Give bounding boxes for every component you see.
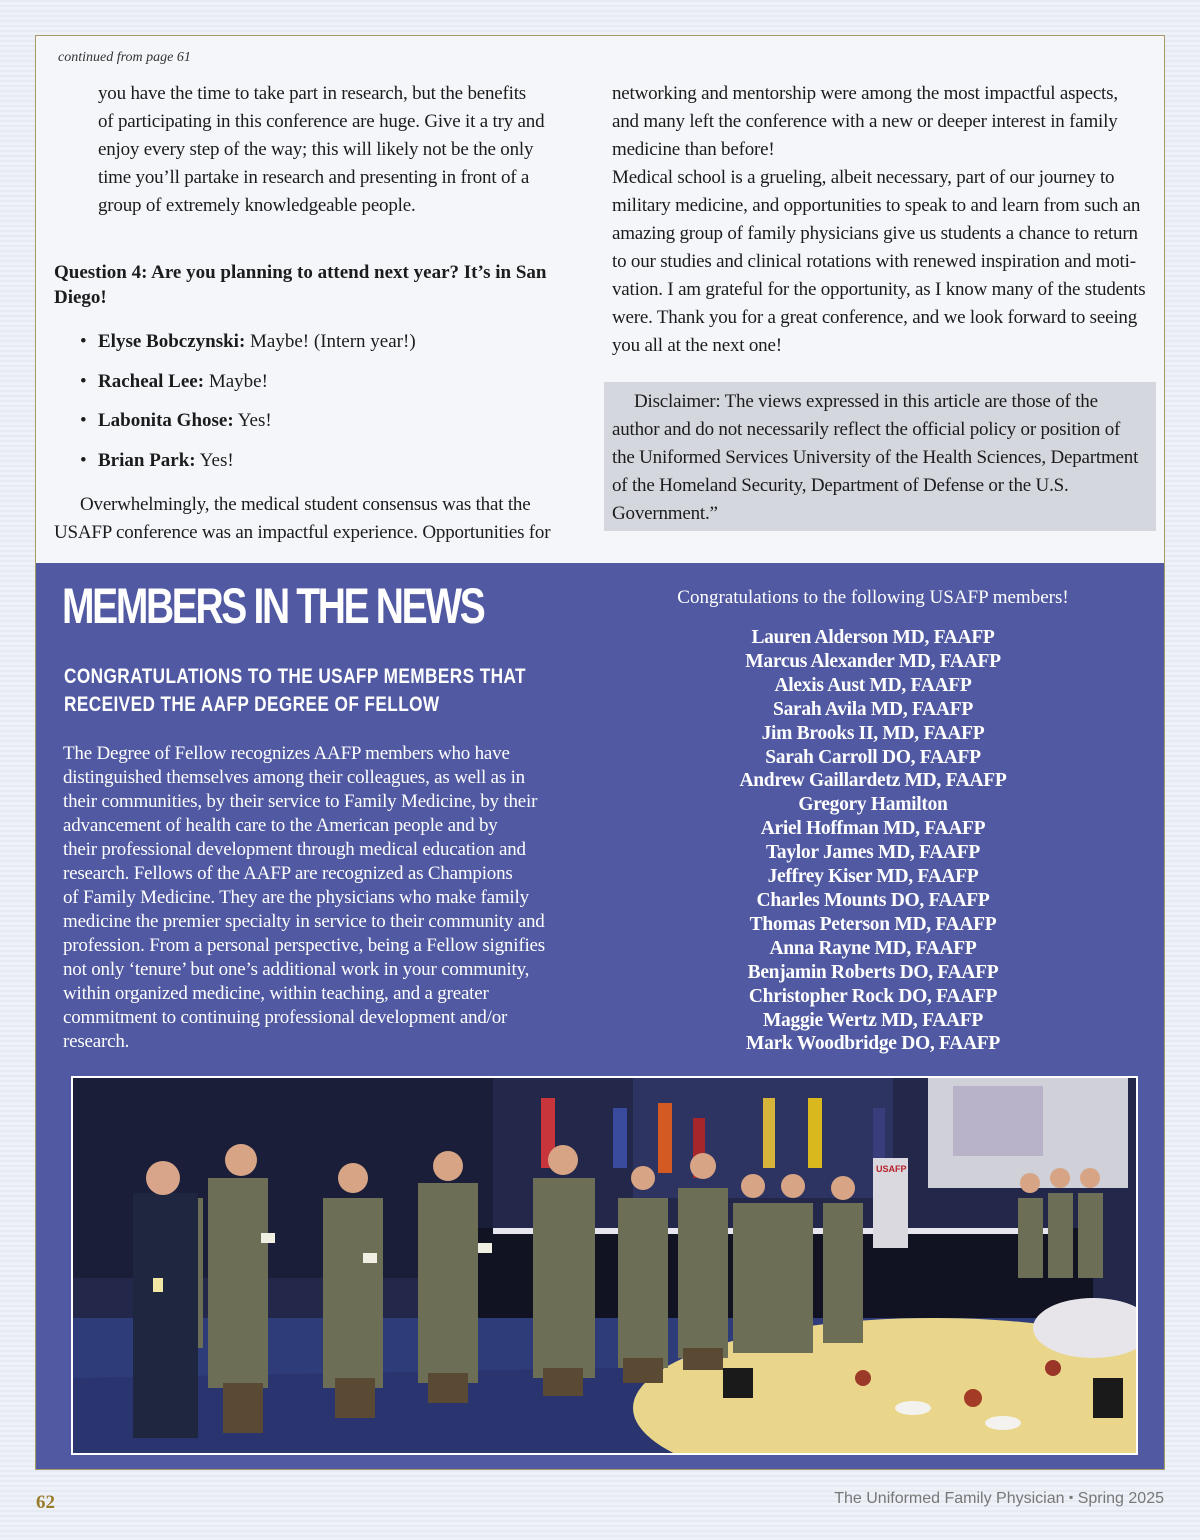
text-line: amazing group of family physicians give us students a chance to return — [612, 223, 1138, 244]
member-name: Andrew Gaillardetz MD, FAAFP — [739, 770, 1007, 792]
text-line: research. Fellows of the AAFP are recognized as Champions — [63, 863, 513, 884]
text-line: not only ‘tenure’ but one’s additional work in your community, — [63, 959, 530, 980]
list-item — [80, 449, 584, 473]
text-line: USAFP conference was an impactful experience. Opportunities for — [54, 521, 551, 543]
disclaimer-box — [604, 382, 1156, 531]
text-line: within organized medicine, within teaching, and a greater — [63, 983, 489, 1004]
text-line: of participating in this conference are huge. Give it a try and — [98, 111, 545, 132]
respondent-name: Racheal Lee: — [98, 370, 205, 392]
text-line: The Degree of Fellow recognizes AAFP members who have — [63, 743, 510, 764]
continued-note: continued from page 61 — [58, 50, 191, 65]
text-line: commitment to continuing professional development and/or — [63, 1007, 508, 1028]
member-name: Thomas Peterson MD, FAAFP — [749, 913, 997, 935]
ceremony-illustration — [73, 1078, 1136, 1453]
left-column — [54, 80, 584, 547]
congrats-heading: Congratulations to the following USAFP members! — [677, 587, 1069, 608]
member-name: Christopher Rock DO, FAAFP — [748, 985, 998, 1007]
footer-separator: ▪ — [1068, 1490, 1074, 1504]
member-name: Jim Brooks II, MD, FAAFP — [761, 722, 985, 744]
text-line: distinguished themselves among their colleagues, as well as in — [63, 767, 525, 788]
member-list — [618, 626, 1128, 1056]
publication-footer — [834, 1490, 1164, 1508]
text-line: Overwhelmingly, the medical student consensus was that the — [80, 493, 531, 515]
text-line: to our studies and clinical rotations with renewed inspiration and moti- — [612, 251, 1136, 272]
member-name: Lauren Alderson MD, FAAFP — [751, 627, 995, 648]
member-name: Benjamin Roberts DO, FAAFP — [747, 961, 999, 983]
text-line: military medicine, and opportunities to speak to and learn from such an — [612, 195, 1141, 216]
ceremony-photo — [71, 1076, 1138, 1455]
member-name: Gregory Hamilton — [798, 794, 948, 816]
publication-name: The Uniformed Family Physician — [834, 1490, 1065, 1507]
text-line: research. — [63, 1031, 130, 1052]
member-name: Jeffrey Kiser MD, FAAFP — [767, 866, 979, 888]
text-line: advancement of health care to the American people and by — [63, 815, 498, 836]
answer-list — [54, 330, 584, 473]
text-line: vation. I am grateful for the opportunity, as I know many of the students — [612, 279, 1146, 300]
member-name: Marcus Alexander MD, FAAFP — [745, 650, 1001, 672]
respondent-answer: Maybe! (Intern year!) — [245, 331, 416, 352]
text-line: networking and mentorship were among the most impactful aspects, — [612, 83, 1118, 104]
intro-paragraph — [54, 80, 584, 220]
text-line: group of extremely knowledgeable people. — [98, 195, 416, 216]
podium-sign: USAFP — [876, 1164, 907, 1174]
text-line: you have the time to take part in research, but the benefits — [98, 83, 527, 104]
disclaimer-text: Disclaimer: The views expressed in this article are those of the author and do not necessarily reflect the official policy or position of the Uniformed Services University of the Health Sciences, Department of the Homeland Security, Department of Defense or the U.S. Government.” — [612, 391, 1139, 524]
text-line: Medical school is a grueling, albeit necessary, part of our journey to — [612, 167, 1115, 188]
text-line: profession. From a personal perspective, being a Fellow signifies — [63, 935, 545, 956]
member-name: Mark Woodbridge DO, FAAFP — [746, 1033, 1000, 1055]
member-name: Taylor James MD, FAAFP — [765, 842, 980, 864]
text-line: their professional development through medical education and — [63, 839, 526, 860]
text-line: time you’ll partake in research and presenting in front of a — [98, 167, 530, 188]
respondent-answer: Yes! — [195, 449, 234, 471]
closing-paragraph — [54, 491, 584, 547]
respondent-name: Brian Park: — [98, 449, 196, 471]
text-line: medicine the premier specialty in service to their community and — [63, 911, 545, 932]
text-line: enjoy every step of the way; this will likely not be the only — [98, 139, 534, 160]
section-title: MEMBERS IN THE NEWS — [62, 578, 484, 634]
question-heading: Question 4: Are you planning to attend next year? It’s in San Diego! — [54, 262, 547, 308]
page-number: 62 — [36, 1492, 55, 1513]
member-name: Maggie Wertz MD, FAAFP — [762, 1009, 984, 1031]
issue-date: Spring 2025 — [1077, 1490, 1164, 1507]
member-name: Anna Rayne MD, FAAFP — [769, 937, 977, 959]
respondent-name: Elyse Bobczynski: — [98, 331, 246, 352]
list-item — [80, 330, 584, 354]
text-line: were. Thank you for a great conference, and we look forward to seeing — [612, 307, 1138, 328]
member-name: Charles Mounts DO, FAAFP — [756, 889, 990, 911]
member-name: Sarah Avila MD, FAAFP — [773, 698, 973, 720]
text-line: you all at the next one! — [612, 335, 782, 356]
text-line: and many left the conference with a new or deeper interest in family — [612, 111, 1118, 132]
section-subtitle: CONGRATULATIONS TO THE USAFP MEMBERS THAT RECEIVED THE AAFP DEGREE OF FELLOW — [64, 665, 526, 716]
member-name: Alexis Aust MD, FAAFP — [774, 674, 972, 696]
member-name: Sarah Carroll DO, FAAFP — [765, 746, 981, 768]
member-name: Ariel Hoffman MD, FAAFP — [760, 818, 986, 840]
respondent-answer: Yes! — [233, 410, 272, 431]
list-item — [80, 370, 584, 394]
fellow-description — [63, 742, 593, 1054]
respondent-answer: Maybe! — [204, 370, 268, 392]
text-line: medicine than before! — [612, 139, 775, 160]
right-column — [612, 80, 1157, 360]
respondent-name: Labonita Ghose: — [98, 410, 234, 431]
text-line: their communities, by their service to Family Medicine, by their — [63, 791, 538, 812]
text-line: of Family Medicine. They are the physicians who make family — [63, 887, 529, 908]
list-item — [80, 409, 584, 433]
